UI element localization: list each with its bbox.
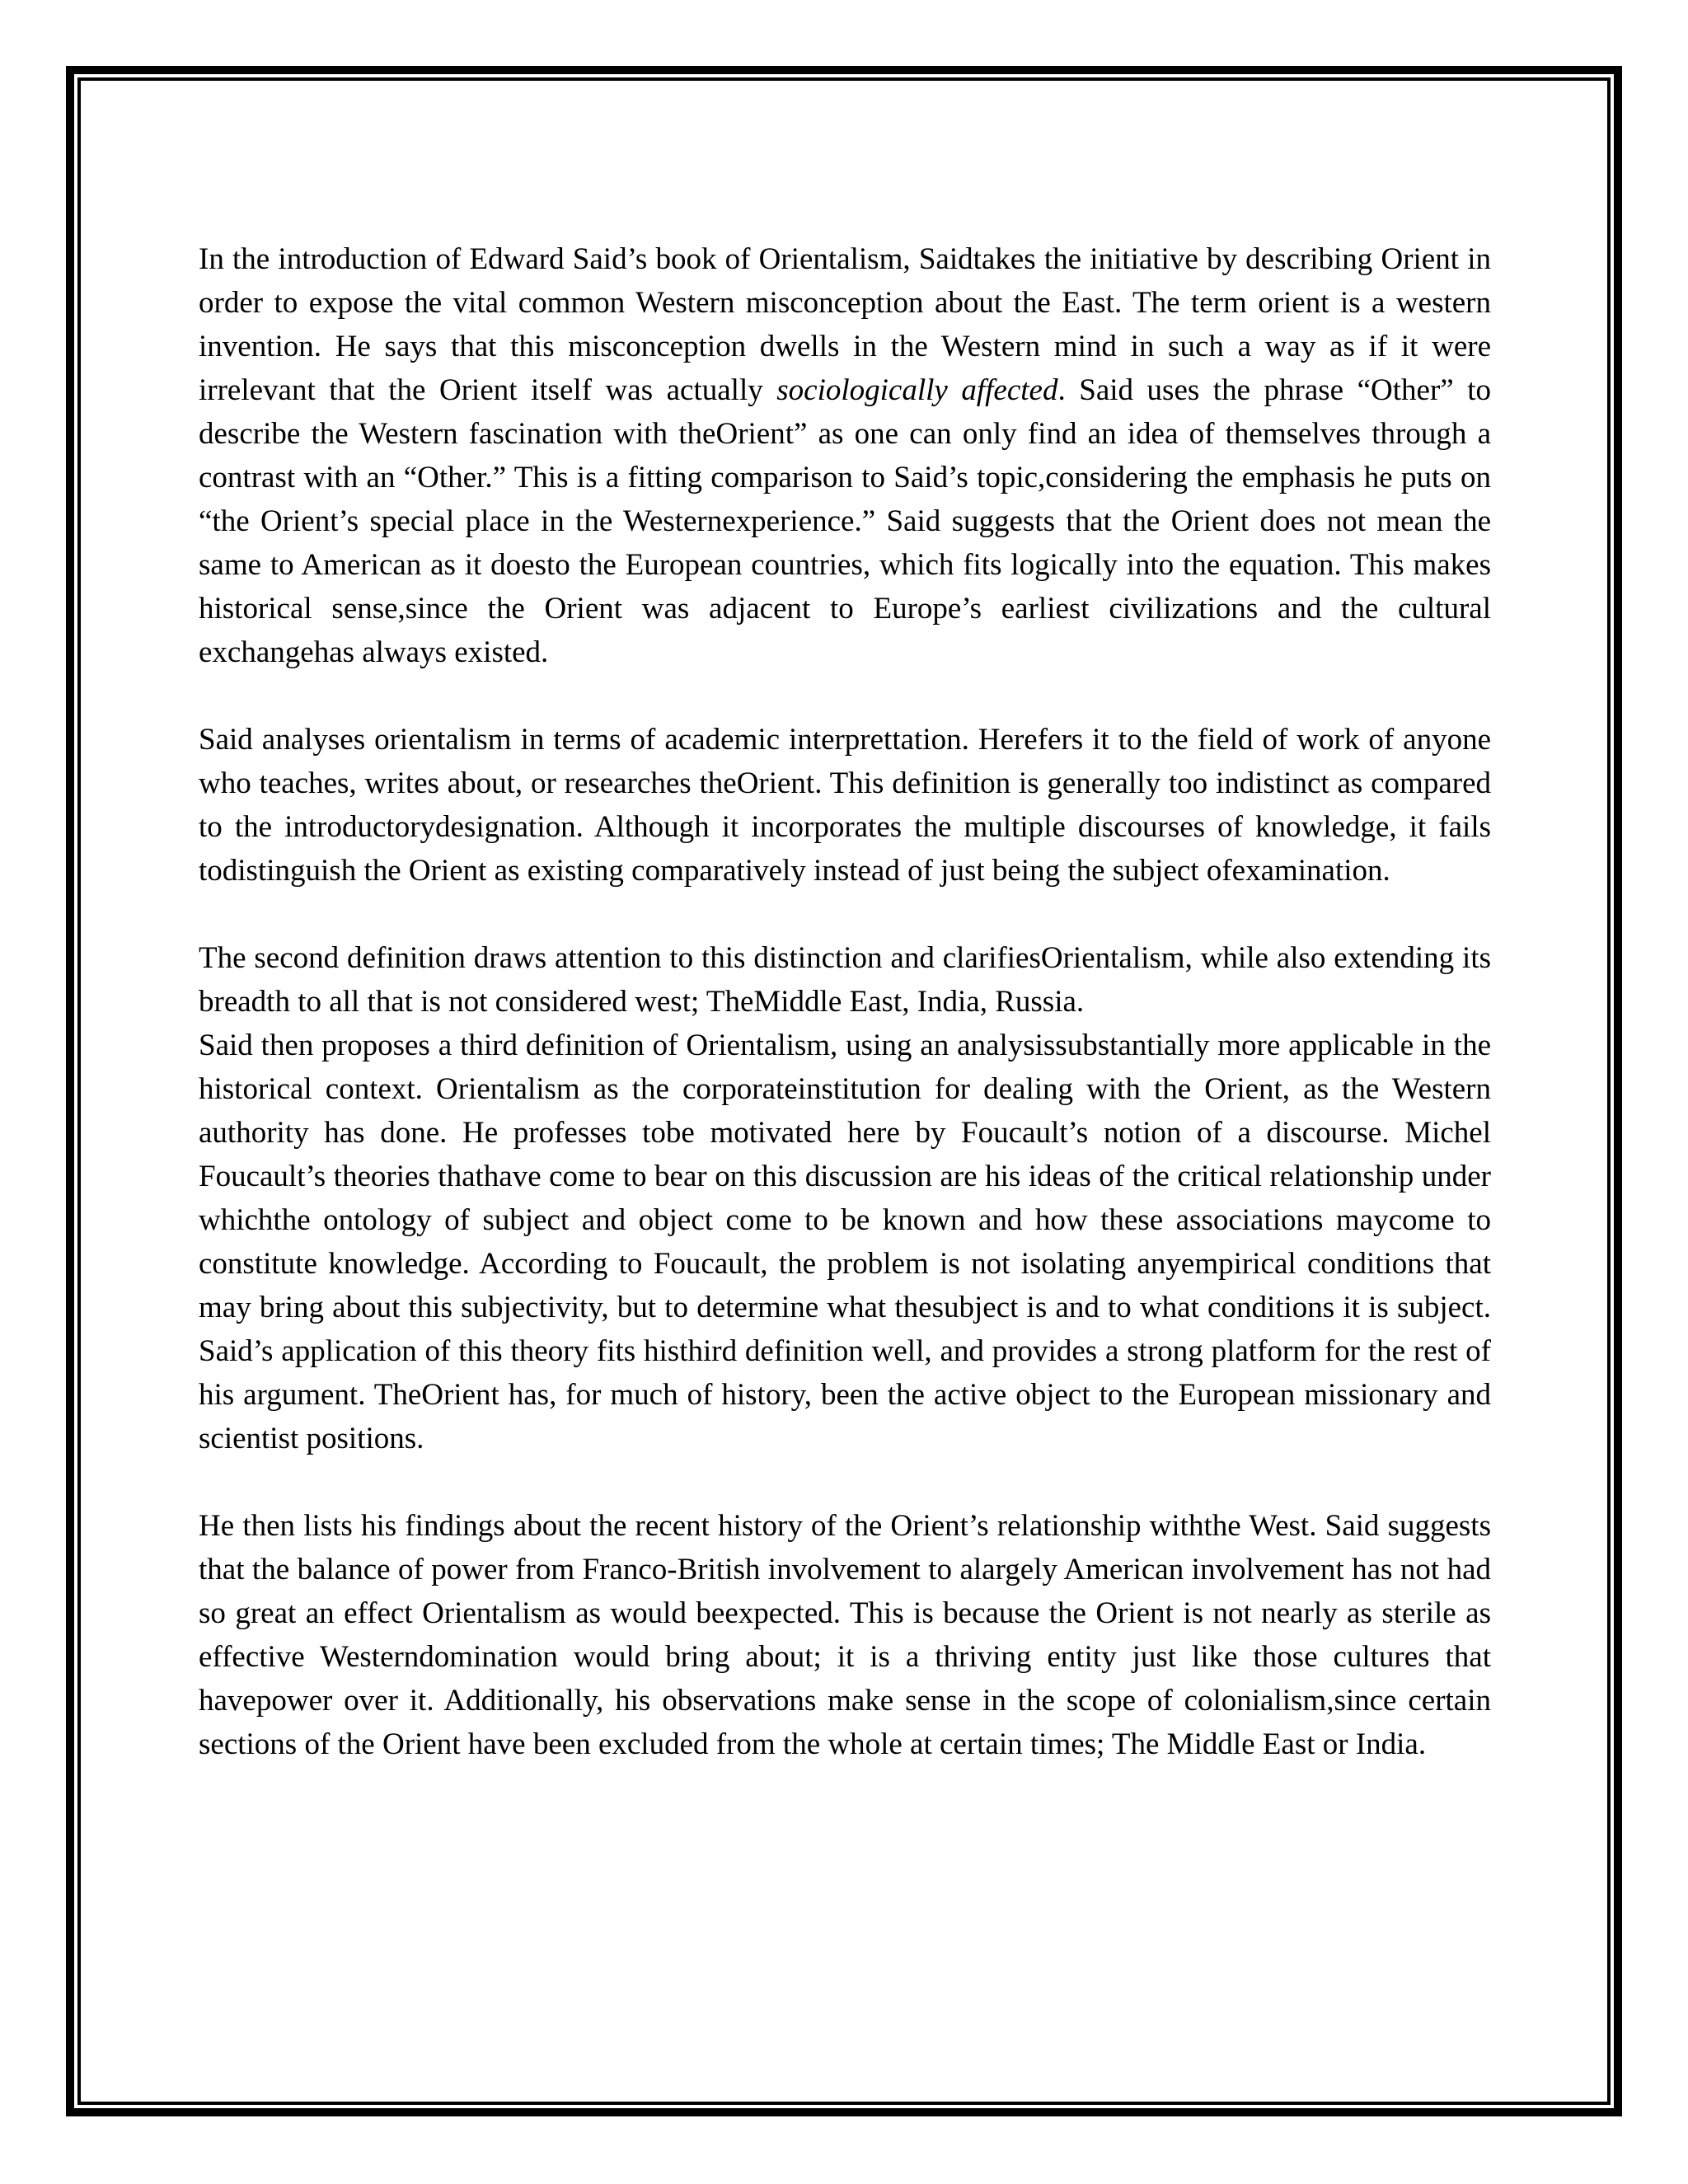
paragraph-findings: He then lists his findings about the recent history of the Orient’s relationship withthe West. Said suggests that the balance of power from Franco-British involvement to alargely American involvement has not had so great an effect Orientalism as would beexpected. This is because the Orient is not nearly as sterile as effective Westerndomination would bring about; it is a thriving entity just like those cultures that havepower over it. Additionally, his observations make sense in the scope of colonialism,since certain sections of the Orient have been excluded from the whole at certain times; The Middle East or India.: [199, 1509, 1491, 1761]
emphasized-phrase: sociologically affected: [776, 373, 1058, 407]
paragraph-text: In the introduction of Edward Said’s book of Orientalism, Saidtakes the initiative by describing Orient in order to expose the vital common Western misconception about the East. The term orient is a western invention. He says that this misconception dwells in the Western mind in such a way as if it were irrelevant that the Orient itself was actually: [199, 242, 1491, 407]
document-body: [199, 237, 1491, 1766]
paragraph-academic-definition: Said analyses orientalism in terms of academic interprettation. Herefers it to the field of work of anyone who teaches, writes about, or researches theOrient. This definition is generally too indistinct as compared to the introductorydesignation. Although it incorporates the multiple discourses of knowledge, it fails todistinguish the Orient as existing comparatively instead of just being the subject ofexamination.: [199, 723, 1491, 888]
paragraph-introduction: [199, 237, 1491, 674]
paragraph-second-definition: The second definition draws attention to this distinction and clarifiesOrientalism, while also extending its breadth to all that is not considered west; TheMiddle East, India, Russia.: [199, 941, 1491, 1019]
paragraph-text: . Said uses the phrase “Other” to describe the Western fascination with theOrient” as one can only find an idea of themselves through a contrast with an “Other.” This is a fitting comparison to Said’s topic,considering the emphasis he puts on “the Orient’s special place in the Westernexperience.” Said suggests that the Orient does not mean the same to American as it doesto the European countries, which fits logically into the equation. This makes historical sense,since the Orient was adjacent to Europe’s earliest civilizations and the cultural exchangehas always existed.: [199, 373, 1492, 669]
paragraph-third-definition: Said then proposes a third definition of Orientalism, using an analysissubstantially more applicable in the historical context. Orientalism as the corporateinstitution for dealing with the Orient, as the Western authority has done. He professes tobe motivated here by Foucault’s notion of a discourse. Michel Foucault’s theories thathave come to bear on this discussion are his ideas of the critical relationship under whichthe ontology of subject and object come to be known and how these associations maycome to constitute knowledge. According to Foucault, the problem is not isolating anyempirical conditions that may bring about this subjectivity, but to determine what thesubject is and to what conditions it is subject. Said’s application of this theory fits histhird definition well, and provides a strong platform for the rest of his argument. TheOrient has, for much of history, been the active object to the European missionary and scientist positions.: [199, 1029, 1491, 1455]
